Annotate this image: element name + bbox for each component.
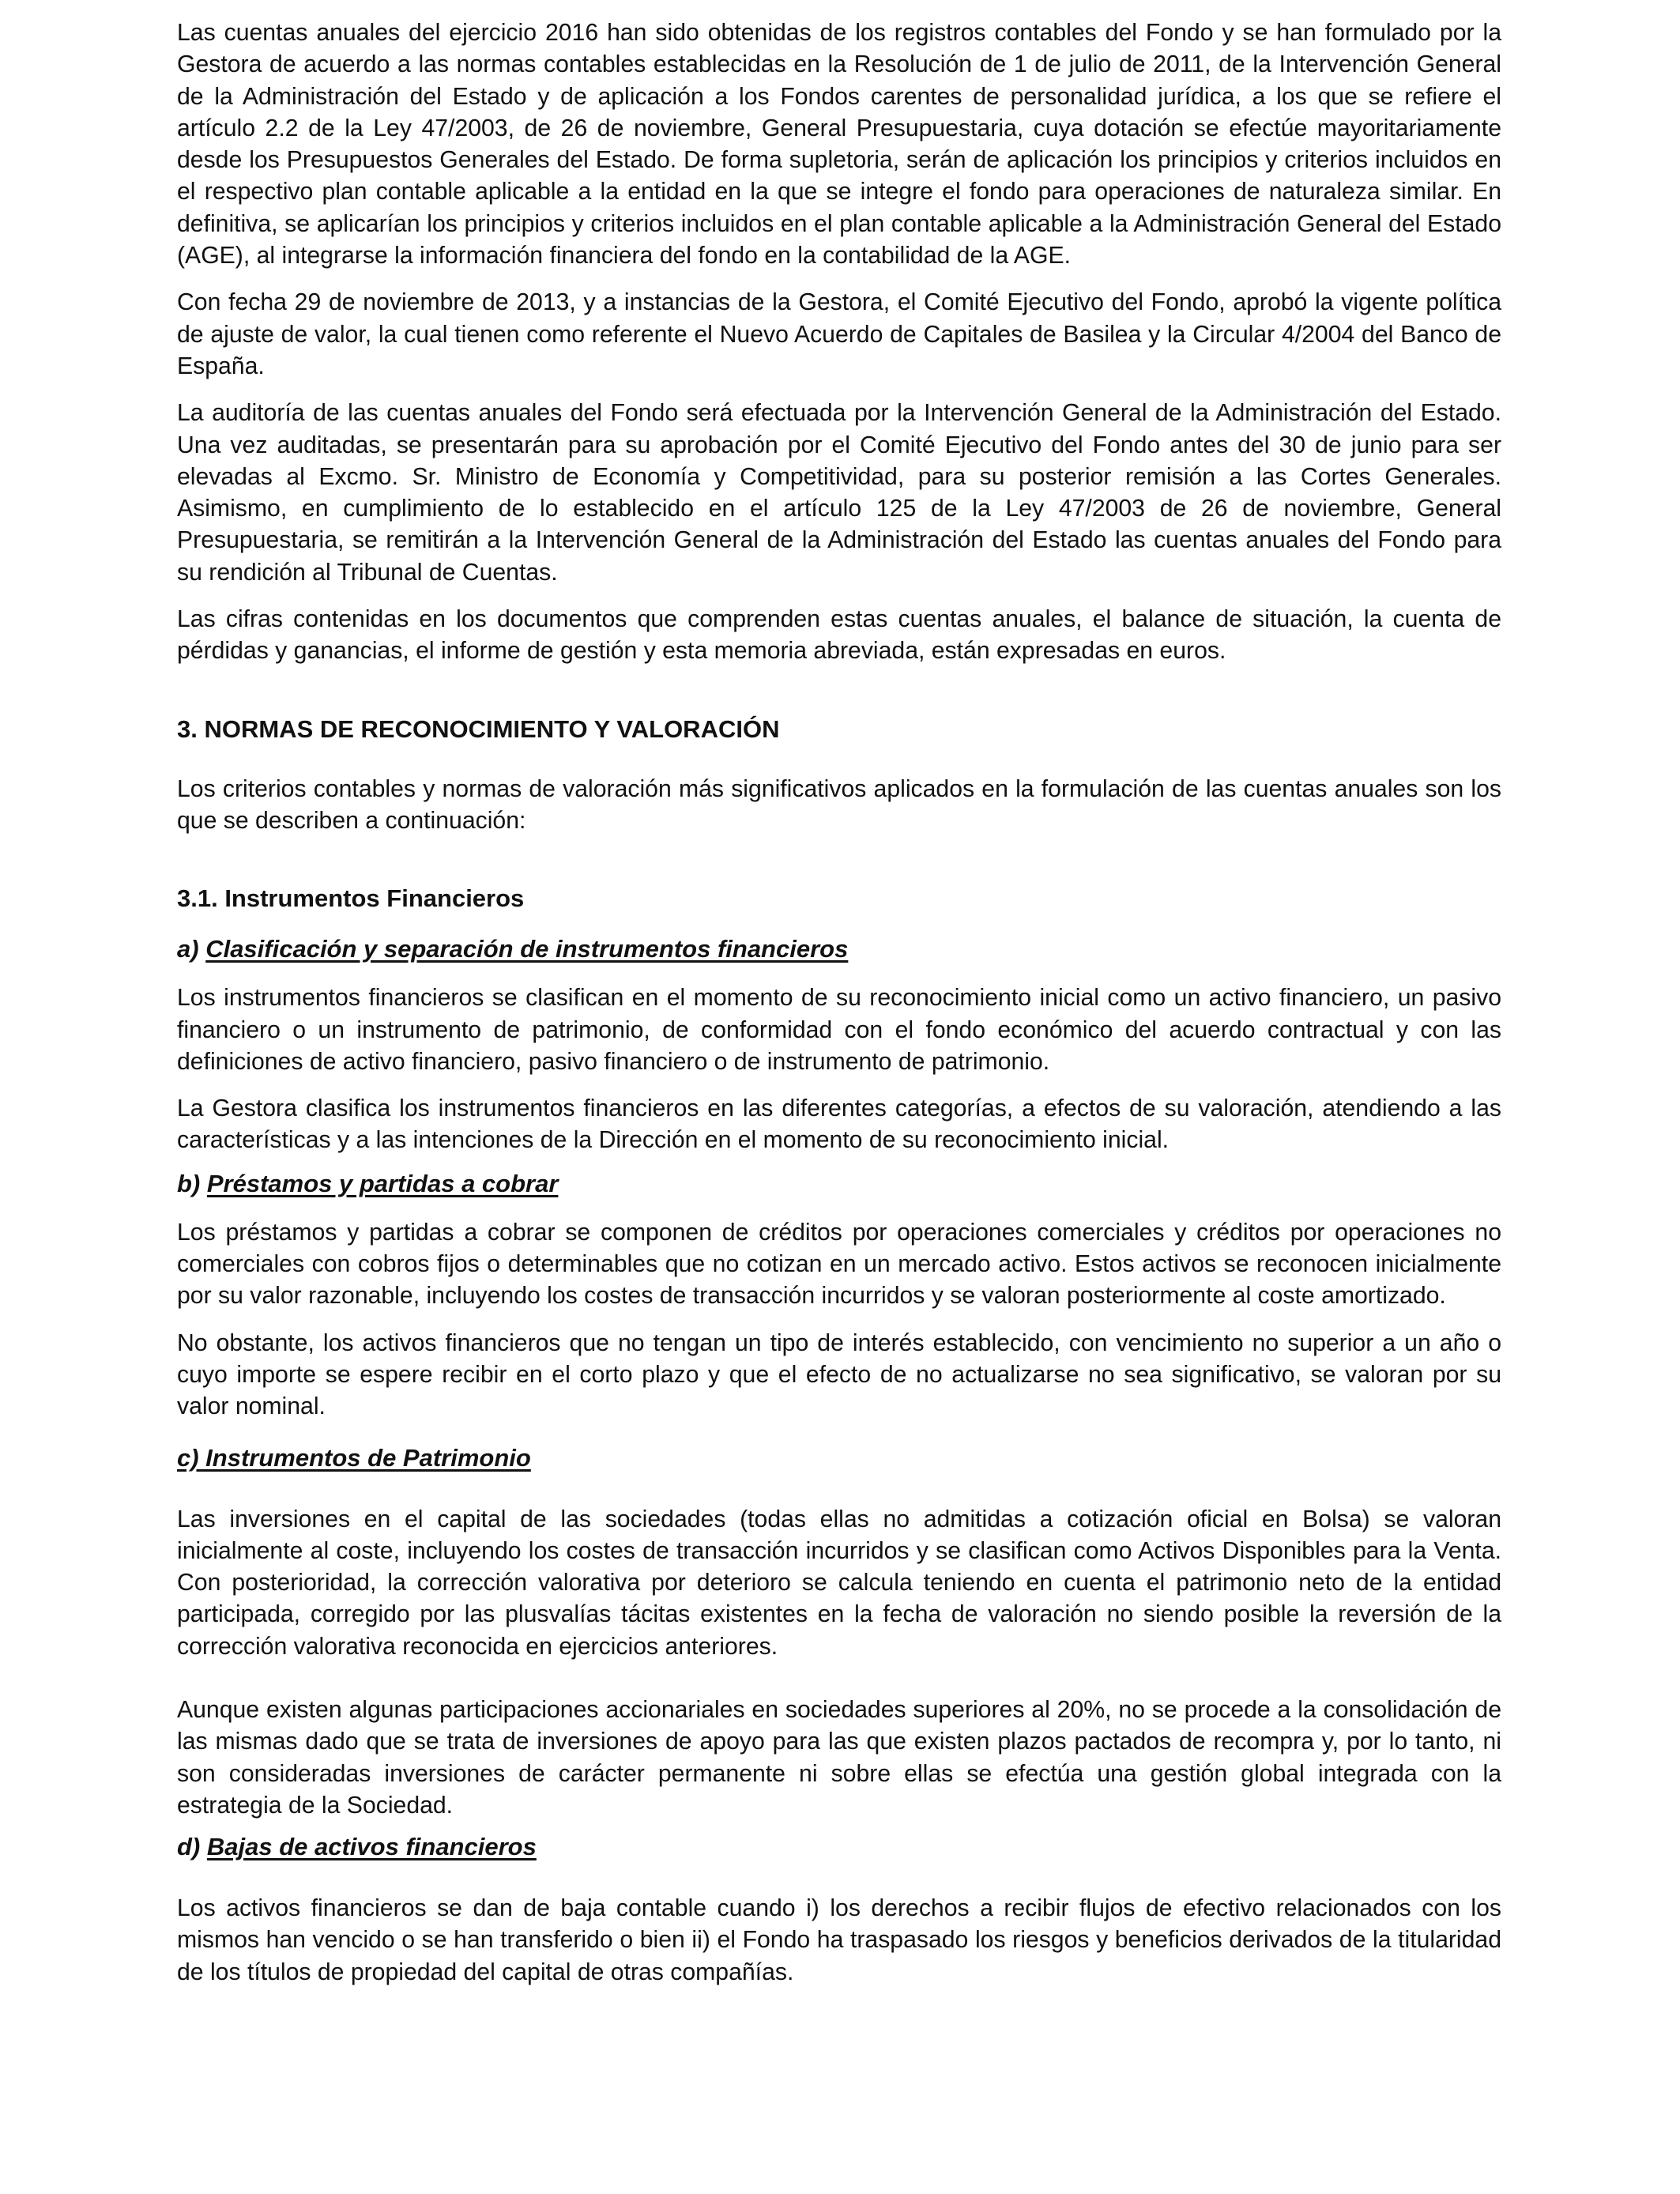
subsection-3-1-heading: 3.1. Instrumentos Financieros xyxy=(177,884,525,913)
subheading-a xyxy=(177,933,1501,965)
document-page xyxy=(177,17,1501,1989)
section-3-heading: 3. NORMAS DE RECONOCIMIENTO Y VALORACIÓN xyxy=(177,714,780,743)
paragraph-b-prestamos: Los préstamos y partidas a cobrar se componen de créditos por operaciones comerciales y créditos por operaciones no comerciales con cobros fijos o determinables que no cotizan en un mercado activo. Estos activos se reconocen inicialmente por su valor razonable, incluyendo los costes de transacción incurridos y se valoran posteriormente al coste amortizado. xyxy=(177,1219,1501,1310)
subheading-d-title: Bajas de activos financieros xyxy=(206,1833,537,1861)
subheading-a-title: Clasificación y separación de instrumentos financieros xyxy=(205,935,849,963)
subheading-c: c) Instrumentos de Patrimonio xyxy=(177,1443,531,1472)
paragraph-c-participaciones: Aunque existen algunas participaciones accionariales en sociedades superiores al 20%, no se procede a la consolidación de las mismas dado que se trata de inversiones de apoyo para las que existen plazos pactados de recompra y, por lo tanto, ni son consideradas inversiones de carácter permanente ni sobre ellas se efectúa una gestión global integrada con la estrategia de la Sociedad. xyxy=(177,1696,1501,1819)
paragraph-b-valor-nominal: No obstante, los activos financieros que no tengan un tipo de interés establecido, con vencimiento no superior a un año o cuyo importe se espere recibir en el corto plazo y que el efecto de no actualizarse no sea significativo, se valoran por su valor nominal. xyxy=(177,1329,1501,1420)
subheading-b xyxy=(177,1168,1501,1200)
paragraph-a-categorias: La Gestora clasifica los instrumentos financieros en las diferentes categorías, a efectos de su valoración, atendiendo a las características y a las intenciones de la Dirección en el momento de su reconocimiento inicial. xyxy=(177,1095,1501,1154)
paragraph-politica-ajuste: Con fecha 29 de noviembre de 2013, y a instancias de la Gestora, el Comité Ejecutivo del Fondo, aprobó la vigente política de ajuste de valor, la cual tienen como referente el Nuevo Acuerdo de Capitales de Basilea y la Circular 4/2004 del Banco de España. xyxy=(177,289,1501,379)
paragraph-c-inversiones: Las inversiones en el capital de las sociedades (todas ellas no admitidas a cotización oficial en Bolsa) se valoran inicialmente al coste, incluyendo los costes de transacción incurridos y se clasifican como Activos Disponibles para la Venta. Con posterioridad, la corrección valorativa por deterioro se calcula teniendo en cuenta el patrimonio neto de la entidad participada, corregido por las plusvalías tácitas existentes en la fecha de valoración no siendo posible la reversión de la corrección valorativa reconocida en ejercicios anteriores. xyxy=(177,1506,1501,1660)
paragraph-d-bajas: Los activos financieros se dan de baja contable cuando i) los derechos a recibir flujos de efectivo relacionados con los mismos han vencido o se han transferido o bien ii) el Fondo ha traspasado los riesgos y beneficios derivados de la titularidad de los títulos de propiedad del capital de otras compañías. xyxy=(177,1895,1501,1985)
section-3-intro: Los criterios contables y normas de valoración más significativos aplicados en la formulación de las cuentas anuales son los que se describen a continuación: xyxy=(177,775,1501,834)
subheading-b-prefix: b) xyxy=(177,1169,207,1197)
subheading-d-prefix: d) xyxy=(177,1833,207,1861)
subheading-b-title: Préstamos y partidas a cobrar xyxy=(206,1169,559,1197)
paragraph-cifras-euros: Las cifras contenidas en los documentos que comprenden estas cuentas anuales, el balance de situación, la cuenta de pérdidas y ganancias, el informe de gestión y esta memoria abreviada, están expresadas en euros. xyxy=(177,606,1501,665)
subheading-a-prefix: a) xyxy=(177,935,206,963)
paragraph-cuentas-anuales: Las cuentas anuales del ejercicio 2016 han sido obtenidas de los registros contables del Fondo y se han formulado por la Gestora de acuerdo a las normas contables establecidas en la Resolución de 1 de julio de 2011, de la Intervención General de la Administración del Estado y de aplicación a los Fondos carentes de personalidad jurídica, a los que se refiere el artículo 2.2 de la Ley 47/2003, de 26 de noviembre, General Presupuestaria, cuya dotación se efectúe mayoritariamente desde los Presupuestos Generales del Estado. De forma supletoria, serán de aplicación los principios y criterios incluidos en el respectivo plan contable aplicable a la entidad en la que se integre el fondo para operaciones de naturaleza similar. En definitiva, se aplicarían los principios y criterios incluidos en el plan contable aplicable a la Administración General del Estado (AGE), al integrarse la información financiera del fondo en la contabilidad de la AGE. xyxy=(177,20,1501,270)
subheading-d xyxy=(177,1831,1501,1863)
paragraph-a-clasificacion: Los instrumentos financieros se clasifican en el momento de su reconocimiento inicial como un activo financiero, un pasivo financiero o un instrumento de patrimonio, de conformidad con el fondo económico del acuerdo contractual y con las definiciones de activo financiero, pasivo financiero o de instrumento de patrimonio. xyxy=(177,985,1501,1075)
paragraph-auditoria: La auditoría de las cuentas anuales del Fondo será efectuada por la Intervención General de la Administración del Estado. Una vez auditadas, se presentarán para su aprobación por el Comité Ejecutivo del Fondo antes del 30 de junio para ser elevadas al Excmo. Sr. Ministro de Economía y Competitividad, para su posterior remisión a las Cortes Generales. Asimismo, en cumplimiento de lo establecido en el artículo 125 de la Ley 47/2003 de 26 de noviembre, General Presupuestaria, se remitirán a la Intervención General de la Administración del Estado las cuentas anuales del Fondo para su rendición al Tribunal de Cuentas. xyxy=(177,400,1501,586)
